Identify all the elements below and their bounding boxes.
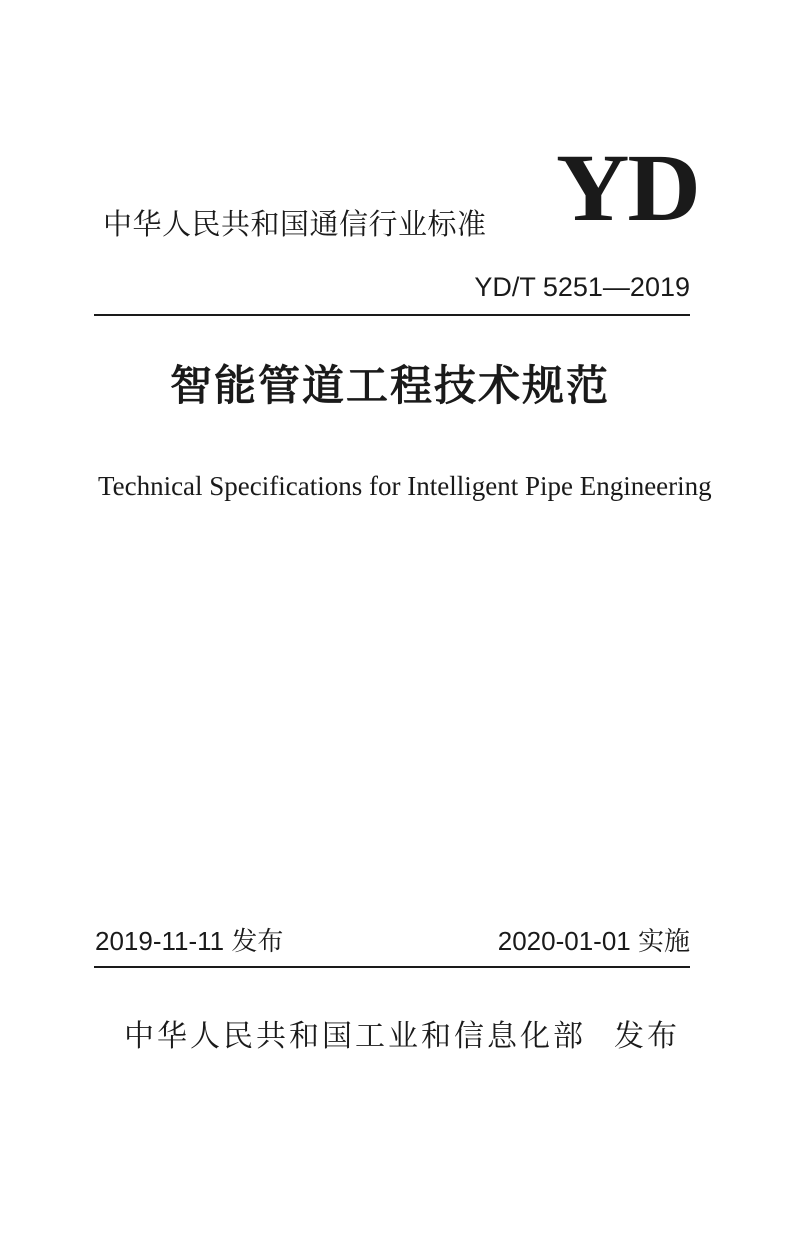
- publisher-name: 中华人民共和国工业和信息化部: [124, 1019, 586, 1054]
- publisher-action: 发布: [614, 1019, 680, 1054]
- document-title-chinese: 智能管道工程技术规范: [169, 361, 610, 410]
- publisher-line: [124, 1019, 680, 1054]
- effective-date: 2020-01-01 实施: [497, 926, 690, 956]
- top-divider: [94, 314, 690, 316]
- bottom-divider: [94, 966, 690, 968]
- yd-logo: YD: [556, 134, 699, 241]
- issue-date: 2019-11-11 发布: [95, 926, 284, 956]
- standard-code: YD/T 5251—2019: [474, 272, 690, 302]
- industry-standard-label: 中华人民共和国通信行业标准: [103, 207, 487, 241]
- document-title-english: Technical Specifications for Intelligent Pipe Engineering: [98, 471, 712, 501]
